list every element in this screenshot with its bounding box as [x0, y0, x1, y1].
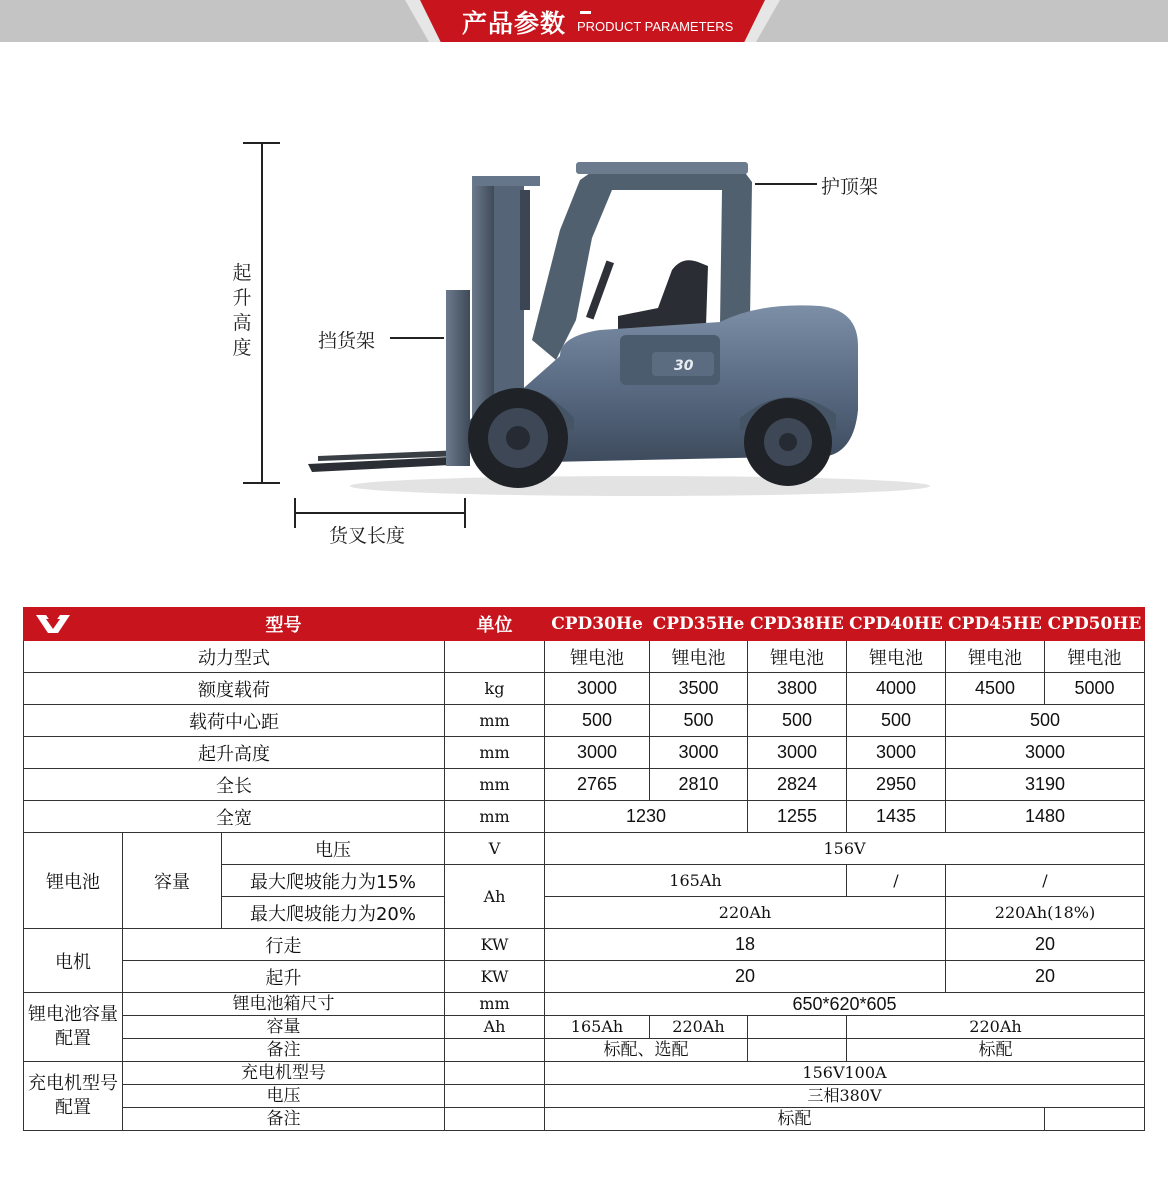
unit-cell — [445, 641, 545, 673]
value-cell: / — [847, 865, 946, 897]
model-badge-text: 30 — [674, 358, 694, 374]
value-cell: 500 — [748, 705, 847, 737]
value-cell: 3500 — [650, 673, 748, 705]
value-cell: 1230 — [545, 801, 748, 833]
table-row — [24, 993, 1145, 1016]
value-cell: 锂电池 — [946, 641, 1045, 673]
value-cell: 1255 — [748, 801, 847, 833]
row-label: 充电机型号 — [123, 1062, 445, 1085]
unit-cell: V — [445, 833, 545, 865]
value-cell: 18 — [545, 929, 946, 961]
value-cell: 2950 — [847, 769, 946, 801]
model-header: 型号 — [123, 608, 445, 641]
brand-logo-cell — [24, 608, 123, 641]
unit-cell: mm — [445, 769, 545, 801]
unit-cell: mm — [445, 801, 545, 833]
unit-cell: mm — [445, 993, 545, 1016]
value-cell: 220Ah(18%) — [946, 897, 1145, 929]
row-label: 起升高度 — [24, 737, 445, 769]
lift-height-char: 起 — [232, 262, 252, 284]
spec-table — [23, 607, 1145, 1131]
value-cell: 156V — [545, 833, 1145, 865]
row-label: 起升 — [123, 961, 445, 993]
value-cell: 标配、选配 — [545, 1039, 748, 1062]
model-badge — [652, 352, 714, 376]
empty-cell — [1045, 1108, 1145, 1131]
value-cell: 3000 — [650, 737, 748, 769]
value-cell: 165Ah — [545, 865, 847, 897]
value-cell: 20 — [545, 961, 946, 993]
table-row — [24, 1085, 1145, 1108]
value-cell: 2765 — [545, 769, 650, 801]
battery-config-group-label: 锂电池容量配置 — [24, 993, 123, 1062]
row-label: 载荷中心距 — [24, 705, 445, 737]
unit-cell — [445, 1085, 545, 1108]
row-label: 电压 — [123, 1085, 445, 1108]
value-cell: 2810 — [650, 769, 748, 801]
row-label: 全宽 — [24, 801, 445, 833]
battery-capacity-label: 容量 — [123, 833, 222, 929]
value-cell: 4500 — [946, 673, 1045, 705]
table-row — [24, 769, 1145, 801]
value-cell: 锂电池 — [847, 641, 946, 673]
brand-logo-icon — [34, 613, 72, 635]
unit-cell: KW — [445, 929, 545, 961]
unit-cell: kg — [445, 673, 545, 705]
banner-dash — [580, 11, 591, 14]
empty-cell — [748, 1039, 847, 1062]
value-cell: 锂电池 — [748, 641, 847, 673]
table-row — [24, 833, 1145, 865]
table-row — [24, 1108, 1145, 1131]
table-row — [24, 801, 1145, 833]
row-label: 动力型式 — [24, 641, 445, 673]
forklift-diagram — [0, 120, 1168, 560]
model-header-cell: CPD40HE — [847, 608, 946, 641]
model-header-cell: CPD38HE — [748, 608, 847, 641]
value-cell: 3000 — [748, 737, 847, 769]
value-cell: 3000 — [545, 737, 650, 769]
fork-length-label: 货叉长度 — [329, 525, 406, 547]
value-cell: 1435 — [847, 801, 946, 833]
row-label: 备注 — [123, 1039, 445, 1062]
value-cell: 500 — [847, 705, 946, 737]
value-cell: 650*620*605 — [545, 993, 1145, 1016]
table-row — [24, 929, 1145, 961]
charger-config-group-label: 充电机型号配置 — [24, 1062, 123, 1131]
model-header-cell: CPD50HE — [1045, 608, 1145, 641]
table-row — [24, 705, 1145, 737]
unit-cell: Ah — [445, 865, 545, 929]
model-header-cell: CPD30He — [545, 608, 650, 641]
forklift-illustration — [0, 120, 1168, 560]
value-cell: 三相380V — [545, 1085, 1145, 1108]
value-cell: 标配 — [545, 1108, 1045, 1131]
row-label: 最大爬坡能力为15% — [222, 865, 445, 897]
row-label: 备注 — [123, 1108, 445, 1131]
table-row — [24, 641, 1145, 673]
value-cell: 165Ah — [545, 1016, 650, 1039]
row-label: 全长 — [24, 769, 445, 801]
value-cell: 500 — [946, 705, 1145, 737]
banner-title-en: PRODUCT PARAMETERS — [577, 19, 734, 34]
row-label: 行走 — [123, 929, 445, 961]
motor-group-label: 电机 — [24, 929, 123, 993]
value-cell: 3000 — [946, 737, 1145, 769]
row-label: 最大爬坡能力为20% — [222, 897, 445, 929]
value-cell: 标配 — [847, 1039, 1145, 1062]
value-cell: 156V100A — [545, 1062, 1145, 1085]
value-cell: 20 — [946, 961, 1145, 993]
unit-header: 单位 — [445, 608, 545, 641]
table-row — [24, 1062, 1145, 1085]
value-cell: 锂电池 — [1045, 641, 1145, 673]
value-cell: 2824 — [748, 769, 847, 801]
value-cell: 3000 — [847, 737, 946, 769]
value-cell: 3000 — [545, 673, 650, 705]
row-label: 电压 — [222, 833, 445, 865]
model-header-cell: CPD45HE — [946, 608, 1045, 641]
row-label: 容量 — [123, 1016, 445, 1039]
value-cell: 220Ah — [847, 1016, 1145, 1039]
unit-cell: KW — [445, 961, 545, 993]
load-backrest-label: 挡货架 — [318, 330, 376, 352]
table-row — [24, 1039, 1145, 1062]
value-cell: / — [946, 865, 1145, 897]
unit-cell: mm — [445, 705, 545, 737]
value-cell: 5000 — [1045, 673, 1145, 705]
value-cell: 3800 — [748, 673, 847, 705]
value-cell: 锂电池 — [545, 641, 650, 673]
value-cell: 500 — [545, 705, 650, 737]
empty-cell — [748, 1016, 847, 1039]
battery-group-label: 锂电池 — [24, 833, 123, 929]
row-label: 锂电池箱尺寸 — [123, 993, 445, 1016]
value-cell: 500 — [650, 705, 748, 737]
unit-cell — [445, 1039, 545, 1062]
table-row — [24, 961, 1145, 993]
lift-height-char: 度 — [232, 337, 252, 359]
value-cell: 220Ah — [545, 897, 946, 929]
unit-cell: mm — [445, 737, 545, 769]
table-header-row — [24, 608, 1145, 641]
row-label: 额度载荷 — [24, 673, 445, 705]
value-cell: 4000 — [847, 673, 946, 705]
lift-height-char: 高 — [232, 312, 252, 334]
unit-cell: Ah — [445, 1016, 545, 1039]
table-row — [24, 673, 1145, 705]
overhead-guard-label: 护顶架 — [821, 176, 879, 198]
banner-title-cn: 产品参数 — [462, 9, 567, 38]
model-header-cell: CPD35He — [650, 608, 748, 641]
value-cell: 220Ah — [650, 1016, 748, 1039]
lift-height-char: 升 — [232, 287, 252, 309]
table-row — [24, 737, 1145, 769]
value-cell: 3190 — [946, 769, 1145, 801]
value-cell: 20 — [946, 929, 1145, 961]
unit-cell — [445, 1062, 545, 1085]
value-cell: 1480 — [946, 801, 1145, 833]
value-cell: 锂电池 — [650, 641, 748, 673]
table-row — [24, 1016, 1145, 1039]
unit-cell — [445, 1108, 545, 1131]
